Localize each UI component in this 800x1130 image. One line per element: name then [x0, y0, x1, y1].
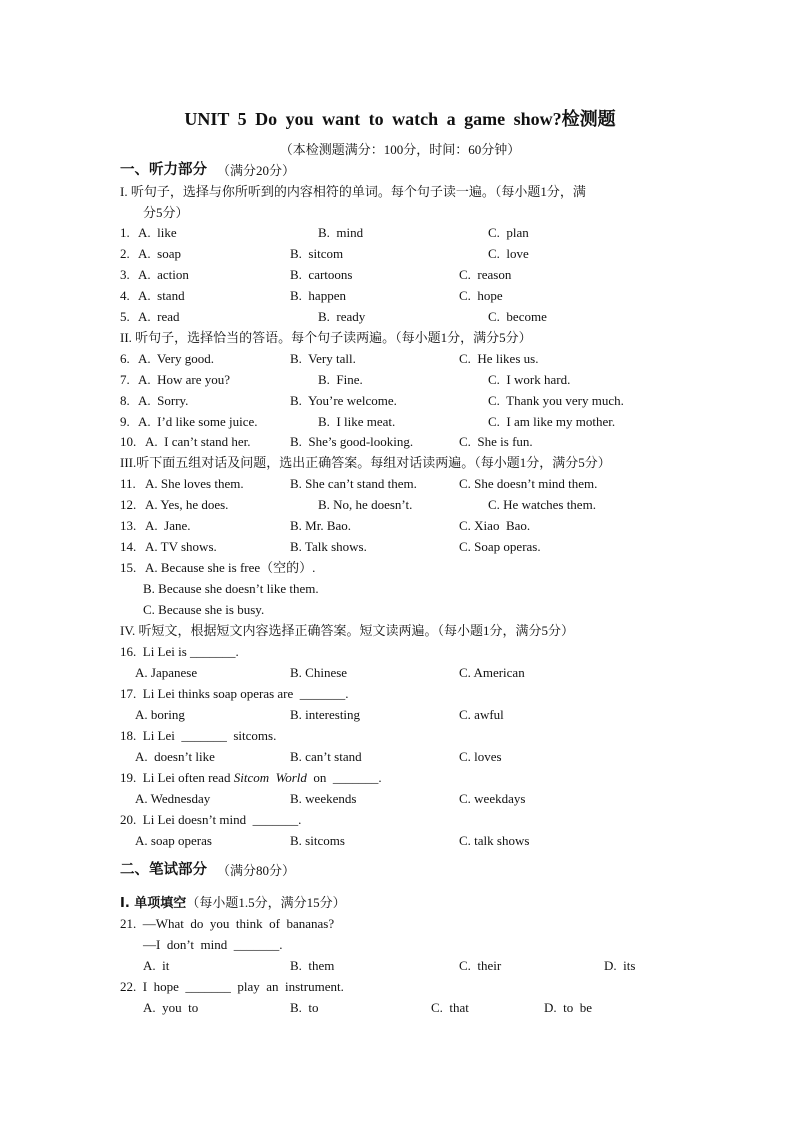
question-row [0, 264, 800, 285]
option-c: C. reason [459, 267, 512, 282]
question-row [0, 830, 800, 851]
question-row [0, 788, 800, 809]
option-a: A. Wednesday [135, 791, 211, 806]
option-a: A. Because she is free（空的）. [145, 560, 316, 575]
question-number: 4. [120, 288, 130, 303]
option-c: C. He watches them. [488, 497, 596, 512]
option-a: A. I can’t stand her. [145, 434, 251, 449]
option-c: C. I work hard. [488, 372, 571, 387]
question-stem [0, 641, 800, 662]
section-instruction [0, 327, 800, 348]
part2-heading-row [0, 860, 800, 881]
question-number: 14. [120, 539, 137, 554]
question-stem [0, 767, 800, 788]
option-c: C. awful [459, 707, 504, 722]
option-b: B. Talk shows. [290, 539, 367, 554]
option-b: B. I like meat. [318, 414, 396, 429]
option-c: C. weekdays [459, 791, 526, 806]
section-instruction-text: III.听下面五组对话及问题，选出正确答案。每组对话读两遍。（每小题1分，满分5分） [120, 455, 611, 470]
question-stem [0, 683, 800, 704]
option-b: B. can’t stand [290, 749, 362, 764]
option-a: A. action [138, 267, 189, 282]
option-c: C. their [459, 958, 502, 973]
option-b: B. Very tall. [290, 351, 356, 366]
question-row [0, 578, 800, 599]
option-a: A. TV shows. [145, 539, 217, 554]
question-stem-text: 17. Li Lei thinks soap operas are _______. [120, 686, 349, 701]
option-c: C. He likes us. [459, 351, 539, 366]
part1-heading-row [0, 160, 800, 181]
question-number: 2. [120, 246, 130, 261]
option-b: B. Because she doesn’t like them. [143, 581, 319, 596]
option-a: A. soap operas [135, 833, 212, 848]
section-title: I. 单项填空 [120, 896, 187, 911]
question-row [0, 997, 800, 1018]
option-a: A. boring [135, 707, 185, 722]
question-row [0, 746, 800, 767]
option-b: B. ready [318, 309, 366, 324]
question-number: 7. [120, 372, 130, 387]
question-row [0, 515, 800, 536]
option-a: A. it [143, 958, 170, 973]
question-row [0, 431, 800, 452]
question-stem-suffix: on _______. [306, 770, 382, 785]
option-c: C. Soap operas. [459, 539, 541, 554]
option-a: A. stand [138, 288, 185, 303]
option-b: B. to [290, 1000, 319, 1015]
question-number: 6. [120, 351, 130, 366]
question-stem [0, 725, 800, 746]
part2-score: （满分80分） [217, 863, 296, 878]
option-a: A. Very good. [138, 351, 214, 366]
question-row [0, 662, 800, 683]
option-a: A. soap [138, 246, 181, 261]
section-instruction [0, 452, 800, 473]
question-stem-text: 22. I hope _______ play an instrument. [120, 979, 344, 994]
question-number: 15. [120, 560, 137, 575]
option-b: B. Mr. Bao. [290, 518, 352, 533]
question-stem-prefix: 19. Li Lei often read [120, 770, 234, 785]
magazine-title: Sitcom World [233, 770, 307, 785]
question-number: 5. [120, 309, 130, 324]
option-d: D. to be [544, 1000, 593, 1015]
section-instruction [0, 620, 800, 641]
question-number: 10. [120, 434, 137, 449]
option-a: A. like [138, 225, 177, 240]
option-a: A. you to [143, 1000, 199, 1015]
question-row [0, 369, 800, 390]
option-c: C. loves [459, 749, 502, 764]
option-c: C. become [488, 309, 547, 324]
option-b: B. sitcoms [290, 833, 345, 848]
option-c: C. hope [459, 288, 503, 303]
section-instruction-text: IV. 听短文，根据短文内容选择正确答案。短文读两遍。（每小题1分，满分5分） [120, 623, 575, 638]
option-b: B. You’re welcome. [290, 393, 397, 408]
question-row [0, 494, 800, 515]
option-a: A. doesn’t like [135, 749, 215, 764]
option-c: C. Xiao Bao. [459, 518, 531, 533]
section-instruction-text: 分5分） [143, 205, 189, 220]
question-row [0, 599, 800, 620]
option-c: C. She is fun. [459, 434, 533, 449]
question-number: 9. [120, 414, 130, 429]
question-row [0, 390, 800, 411]
option-b: B. No, he doesn’t. [318, 497, 413, 512]
question-row [0, 955, 800, 976]
option-c: C. Thank you very much. [488, 393, 624, 408]
question-stem-text [120, 767, 382, 788]
question-row [0, 348, 800, 369]
section-instruction-text: II. 听句子，选择恰当的答语。每个句子读两遍。（每小题1分，满分5分） [120, 330, 532, 345]
option-b: B. sitcom [290, 246, 344, 261]
question-row [0, 557, 800, 578]
question-row [0, 306, 800, 327]
option-c: C. love [488, 246, 529, 261]
option-c: C. American [459, 665, 525, 680]
question-stem-text: 21. —What do you think of bananas? [120, 916, 335, 931]
part1-score: （满分20分） [217, 163, 296, 178]
question-stem-text: 16. Li Lei is _______. [120, 644, 239, 659]
question-stem-text: 18. Li Lei _______ sitcoms. [120, 728, 277, 743]
question-number: 8. [120, 393, 130, 408]
section-instruction-cont [0, 202, 800, 223]
question-row [0, 285, 800, 306]
option-b: B. weekends [290, 791, 357, 806]
section-instruction [0, 892, 800, 913]
question-row [0, 704, 800, 725]
question-number: 12. [120, 497, 137, 512]
page-subtitle: （本检测题满分：100分，时间：60分钟） [279, 142, 521, 157]
question-number: 1. [120, 225, 130, 240]
option-b: B. happen [290, 288, 346, 303]
option-c: C. plan [488, 225, 529, 240]
option-b: B. Fine. [318, 372, 363, 387]
option-a: A. She loves them. [145, 476, 244, 491]
option-c: C. talk shows [459, 833, 530, 848]
option-a: A. How are you? [138, 372, 231, 387]
option-b: B. Chinese [290, 665, 348, 680]
question-row [0, 536, 800, 557]
option-c: C. Because she is busy. [143, 602, 265, 617]
option-a: A. Yes, he does. [145, 497, 229, 512]
question-reply-text: —I don’t mind _______. [143, 937, 283, 952]
option-c: C. that [431, 1000, 469, 1015]
question-row [0, 473, 800, 494]
option-a: A. read [138, 309, 180, 324]
question-row [0, 243, 800, 264]
option-b: B. She can’t stand them. [290, 476, 417, 491]
section-instruction-text: I. 听句子，选择与你所听到的内容相符的单词。每个句子读一遍。（每小题1分，满 [120, 184, 586, 199]
option-b: B. interesting [290, 707, 361, 722]
option-b: B. cartoons [290, 267, 353, 282]
question-stem-text: 20. Li Lei doesn’t mind _______. [120, 812, 302, 827]
option-d: D. its [604, 958, 636, 973]
option-a: A. Sorry. [138, 393, 189, 408]
page-title: UNIT 5 Do you want to watch a game show?检测题 [184, 109, 616, 129]
option-a: A. Jane. [145, 518, 191, 533]
question-row [0, 411, 800, 432]
option-c: C. I am like my mother. [488, 414, 616, 429]
question-stem [0, 809, 800, 830]
question-number: 3. [120, 267, 130, 282]
question-reply [0, 934, 800, 955]
option-a: A. I’d like some juice. [138, 414, 258, 429]
question-stem [0, 976, 800, 997]
option-b: B. She’s good-looking. [290, 434, 414, 449]
question-number: 11. [120, 476, 136, 491]
question-stem [0, 913, 800, 934]
section-score: （每小题1.5分，满分15分） [186, 895, 346, 910]
question-number: 13. [120, 518, 137, 533]
part2-heading: 二、笔试部分 [120, 862, 207, 878]
section-instruction [0, 181, 800, 202]
part1-heading: 一、听力部分 [120, 162, 207, 178]
option-a: A. Japanese [135, 665, 198, 680]
option-b: B. mind [318, 225, 364, 240]
option-c: C. She doesn’t mind them. [459, 476, 598, 491]
section-instruction-text [120, 892, 346, 914]
option-b: B. them [290, 958, 335, 973]
question-row [0, 222, 800, 243]
